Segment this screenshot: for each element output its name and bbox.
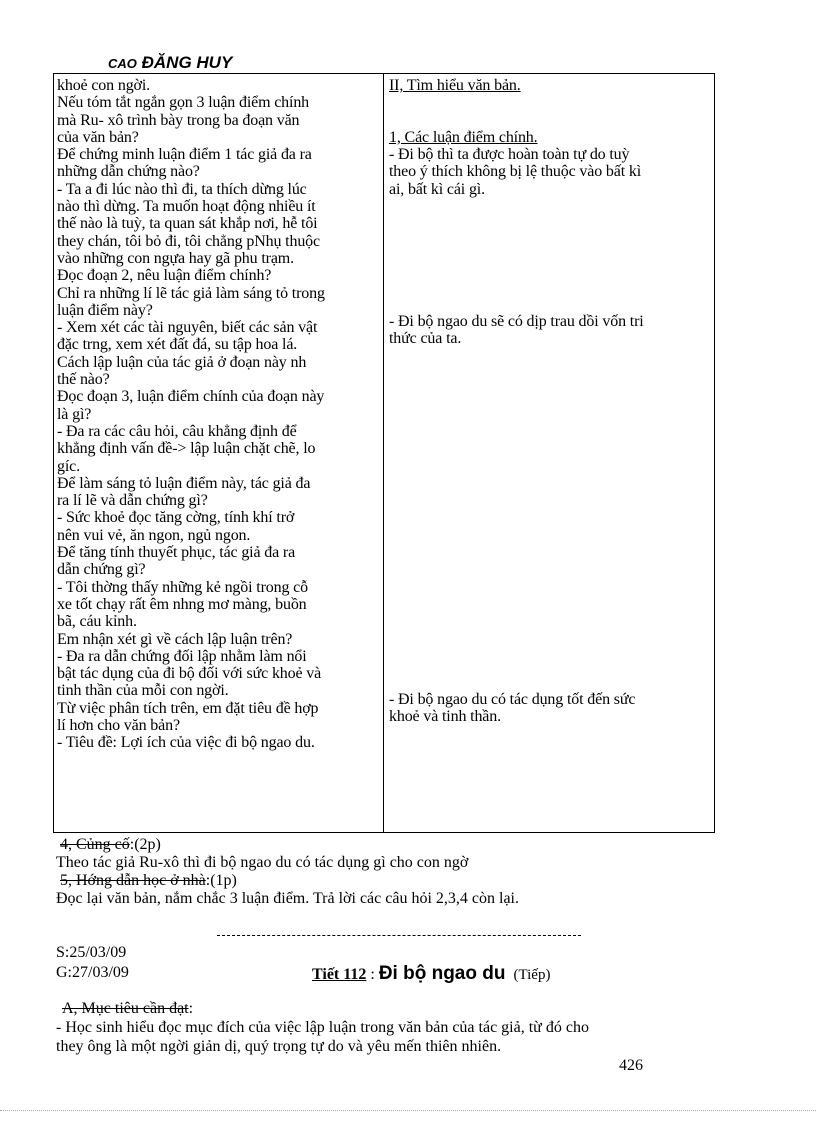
objectives-colon: :	[188, 1000, 194, 1017]
homework-title: 5, Hớng dẫn học ở nhà	[60, 872, 206, 889]
page-bottom-border	[0, 1110, 816, 1111]
point1-line: ai, bất kì cái gì.	[389, 180, 485, 198]
left-column-line: bật tác dụng của đi bộ đối với sức khoẻ và	[57, 665, 322, 683]
point3-line: khoẻ và tinh thần.	[389, 708, 501, 726]
left-column-line: thế nào là tuỳ, ta quan sát khắp nơi, hễ tôi	[57, 215, 318, 233]
left-column-line: khẳng định vấn đề-> lập luận chặt chẽ, lo	[57, 440, 316, 458]
table-left-column	[57, 77, 379, 752]
homework-time: :(1p)	[205, 872, 237, 889]
point1-line: - Đi bộ thì ta được hoàn toàn tự do tuỳ	[389, 146, 630, 164]
left-column-line: - Xem xét các tài nguyên, biết các sản vật	[57, 319, 318, 337]
left-column-line: Để tăng tính thuyết phục, tác giả đa ra	[57, 544, 296, 562]
left-column-line: - Ta a đi lúc nào thì đi, ta thích dừng lúc	[57, 180, 307, 198]
lesson-title: Đi bộ ngao du	[378, 963, 506, 984]
left-column-line: bã, cáu kỉnh.	[57, 613, 137, 631]
left-column-line: là gì?	[57, 405, 92, 423]
page-number: 426	[619, 1057, 643, 1074]
lesson-title-line	[312, 963, 550, 985]
left-column-line: Từ việc phân tích trên, em đặt tiêu đề hợp	[57, 699, 319, 717]
left-column-line: Đọc đoạn 3, luận điểm chính của đoạn này	[57, 388, 325, 406]
left-column-line: đặc trng, xem xét đất đá, su tập hoa lá.	[57, 336, 298, 354]
left-column-line: xe tốt chạy rất êm nhng mơ màng, buồn	[57, 595, 307, 613]
table-right-column	[389, 77, 711, 198]
consolidation-heading	[60, 836, 161, 854]
lesson-suffix: (Tiếp)	[513, 967, 551, 983]
author-prefix: CAO	[108, 56, 137, 71]
point2-block	[389, 313, 711, 348]
left-column-line: của văn bản?	[57, 128, 139, 146]
point2-line: - Đi bộ ngao du sẽ có dịp trau dồi vốn tri	[389, 313, 644, 330]
left-column-line: ra lí lẽ và dẫn chứng gì?	[57, 492, 208, 510]
left-column-line: Nếu tóm tắt ngắn gọn 3 luận điểm chính	[57, 94, 310, 112]
objectives-heading: A, Mục tiêu cần đạt	[62, 1000, 189, 1017]
consolidation-title: 4, Củng cố	[60, 836, 130, 853]
author-name: ĐĂNG HUY	[141, 53, 233, 72]
left-column-line: nào thì dừng. Ta muốn hoạt động nhiều ít	[57, 198, 316, 216]
left-column-line: Đọc đoạn 2, nêu luận điểm chính?	[57, 267, 272, 285]
lesson-label: Tiết 112	[312, 966, 367, 983]
left-column-line: luận điểm này?	[57, 301, 153, 319]
point3-line: - Đi bộ ngao du có tác dụng tốt đến sức	[389, 691, 636, 708]
g-date: G:27/03/09	[56, 964, 129, 981]
left-column-line: vào những con ngựa hay gã phu trạm.	[57, 249, 294, 267]
left-column-line: nên vui vẻ, ăn ngon, ngủ ngon.	[57, 526, 251, 544]
section-separator	[217, 935, 581, 936]
left-column-line: mà Ru- xô trình bày trong ba đoạn văn	[57, 111, 300, 129]
objectives-heading-line	[62, 1000, 193, 1018]
left-column-line: they chán, tôi bỏ đi, tôi chẳng pNhụ thuộc	[57, 232, 320, 250]
left-column-line: khoẻ con ngời.	[57, 77, 151, 94]
left-column-line: Cách lập luận của tác giả ở đoạn này nh	[57, 353, 307, 371]
left-column-line: dẫn chứng gì?	[57, 561, 146, 579]
consolidation-question: Theo tác giả Ru-xô thì đi bộ ngao du có tác dụng gì cho con ngờ	[56, 854, 469, 871]
left-column-line: - Đa ra các câu hỏi, câu khẳng định để	[57, 422, 297, 440]
left-column-line: - Sức khoẻ đọc tăng cờng, tính khí trở	[57, 509, 295, 527]
point2-line: thức của ta.	[389, 330, 462, 348]
left-column-line: tinh thần của mỗi con ngời.	[57, 682, 229, 700]
section-title: II, Tìm hiểu văn bản.	[389, 77, 521, 94]
homework-heading	[60, 872, 237, 890]
left-column-line: gíc.	[57, 457, 80, 475]
objective-line: - Học sinh hiểu đọc mục đích của việc lập luận trong văn bản của tác giả, từ đó cho	[56, 1019, 589, 1036]
point1-line: theo ý thích không bị lệ thuộc vào bất kì	[389, 163, 642, 181]
homework-instruction: Đọc lại văn bản, nắm chắc 3 luận điểm. Trả lời các câu hỏi 2,3,4 còn lại.	[56, 890, 519, 907]
left-column-line: Chỉ ra những lí lẽ tác giả làm sáng tỏ trong	[57, 284, 325, 302]
left-column-line: - Đa ra dẫn chứng đối lập nhằm làm nổi	[57, 647, 307, 665]
left-column-line: - Tôi thờng thấy những kẻ ngồi trong cỗ	[57, 578, 308, 596]
subsection-title: 1, Các luận điểm chính.	[389, 128, 538, 146]
s-date: S:25/03/09	[56, 944, 127, 961]
left-column-line: - Tiêu đề: Lợi ích của việc đi bộ ngao du.	[57, 734, 315, 752]
lesson-separator: :	[366, 966, 379, 983]
left-column-line: lí hơn cho văn bản?	[57, 716, 180, 734]
consolidation-time: :(2p)	[129, 836, 161, 853]
table-column-divider	[383, 73, 384, 833]
objective-line: they ông là một ngời giản dị, quý trọng tự do và yêu mến thiên nhiên.	[56, 1038, 502, 1055]
author-header	[108, 54, 312, 74]
left-column-line: Để chứng minh luận điểm 1 tác giả đa ra	[57, 146, 312, 164]
left-column-line: thế nào?	[57, 371, 110, 389]
point3-block	[389, 691, 711, 726]
left-column-line: những dẫn chứng nào?	[57, 163, 200, 181]
left-column-line: Để làm sáng tỏ luận điểm này, tác giả đa	[57, 474, 311, 492]
left-column-line: Em nhận xét gì về cách lập luận trên?	[57, 630, 293, 648]
